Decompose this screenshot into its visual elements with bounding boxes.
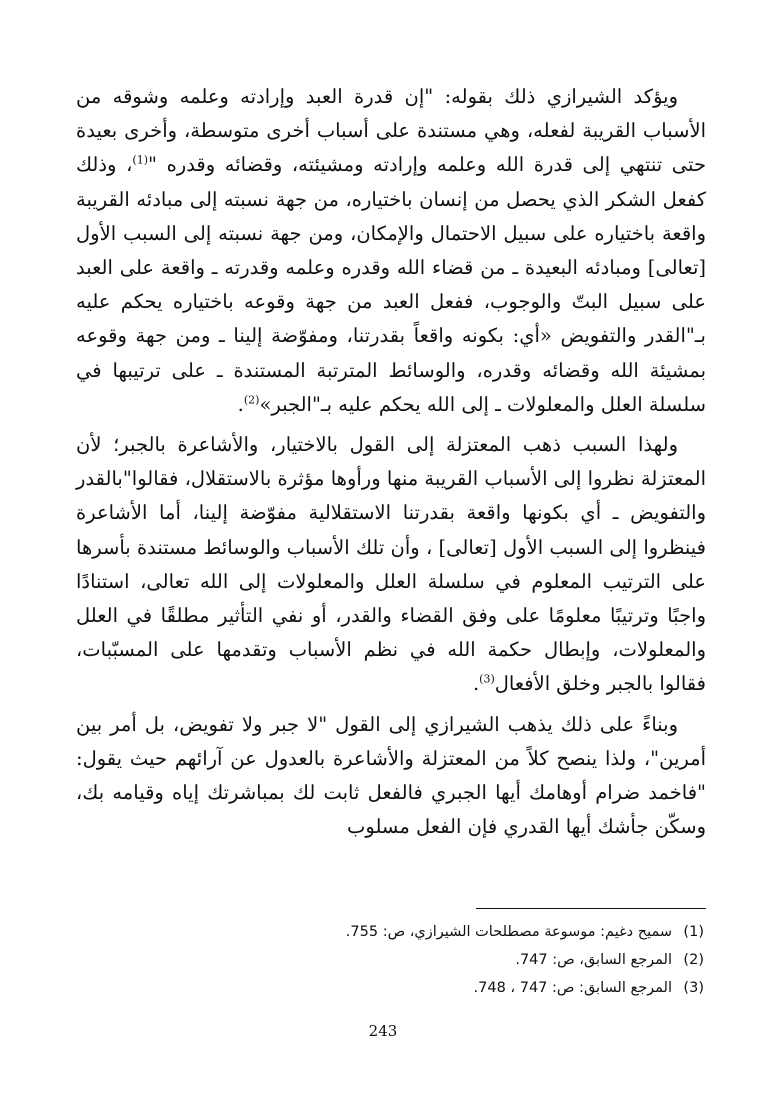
- footnote-item: [64, 946, 704, 974]
- footnote-number: (2): [683, 952, 704, 968]
- footnote-text: سميح دغيم: موسوعة مصطلحات الشيرازي، ص: 755.: [345, 924, 672, 940]
- footnote-ref-3[interactable]: (3): [479, 672, 495, 686]
- paragraph-2: ولهذا السبب ذهب المعتزلة إلى القول بالاختيار، والأشاعرة بالجبر؛ لأن المعتزلة نظروا إلى الأسباب القريبة منها ورأوها مؤثرة بالاستقلال، فقالوا"بالقدر والتفويض ـ أي بكونها واقعة بقدرتنا الاستقلالية مفوّضة إلينا، أما الأشاعرة فينظروا إلى السبب الأول [تعالى] ، وأن تلك الأسباب والوسائط مستندة بأسرها على الترتيب المعلوم في سلسلة العلل والمعلولات إلى الله تعالى، استنادًا واجبًا وترتيبًا معلومًا على وفق القضاء والقدر، أو نفي التأثير مطلقًا في العلل والمعلولات، وإبطال حكمة الله في نظم الأسباب وتقدمها على المسبّبات، فقالوا بالجبر وخلق الأفعال$^{(3)}$.: [76, 433, 706, 696]
- footnote-number: (1): [683, 924, 704, 940]
- footnote-number: (3): [683, 980, 704, 996]
- paragraph-1: ويؤكد الشيرازي ذلك بقوله: "إن قدرة العبد وإرادته وعلمه وشوقه من الأسباب القريبة لفعله، وهي مستندة على أسباب أخرى متوسطة، وأخرى بعيدة حتى تنتهي إلى قدرة الله وعلمه وإرادته ومشيئته، وقضائه وقدره "$^{(1)}$، وذلك كفعل الشكر الذي يحصل من إنسان باختياره، من جهة نسبته إلى مبادئه القريبة واقعة باختياره على سبيل الاحتمال والإمكان، ومن جهة نسبته إلى السبب الأول [تعالى] ومبادئه البعيدة ـ من قضاء الله وقدره وعلمه وقدرته ـ واقعة على العبد على سبيل البتّ والوجوب، ففعل العبد من جهة وقوعه باختياره يحكم عليه بـ"القدر والتفويض «أي: بكونه واقعاً بقدرتنا، ومفوّضة إلينا ـ ومن جهة وقوعه بمشيئة الله وقضائه وقدره، والوسائط المترتبة المستندة ـ على ترتيبها في سلسلة العلل والمعلولات ـ إلى الله يحكم عليه بـ"الجبر»$^{(2)}$.: [76, 85, 706, 416]
- footnotes: [64, 918, 704, 1002]
- footnote-item: [64, 974, 704, 1002]
- footnote-ref-1[interactable]: (1): [132, 153, 148, 167]
- footnote-divider: [476, 908, 706, 909]
- footnote-item: [64, 918, 704, 946]
- page-number: 243: [368, 1022, 398, 1040]
- footnote-ref-2[interactable]: (2): [243, 393, 260, 407]
- footnote-text: المرجع السابق، ص: 747.: [515, 952, 672, 968]
- footnote-text: المرجع السابق: ص: 747 ، 748.: [473, 980, 672, 996]
- paragraph-3: وبناءً على ذلك يذهب الشيرازي إلى القول "لا جبر ولا تفويض، بل أمر بين أمرين"، ولذا ينصح كلاً من المعتزلة والأشاعرة بالعدول عن آرائهم حيث يقول: "فاخمد ضرام أوهامك أيها الجبري فالفعل ثابت لك بمباشرتك إياه وقيامه بك، وسكّن جأشك أيها القدري فإن الفعل مسلوب: [76, 712, 706, 839]
- main-text: [76, 80, 706, 850]
